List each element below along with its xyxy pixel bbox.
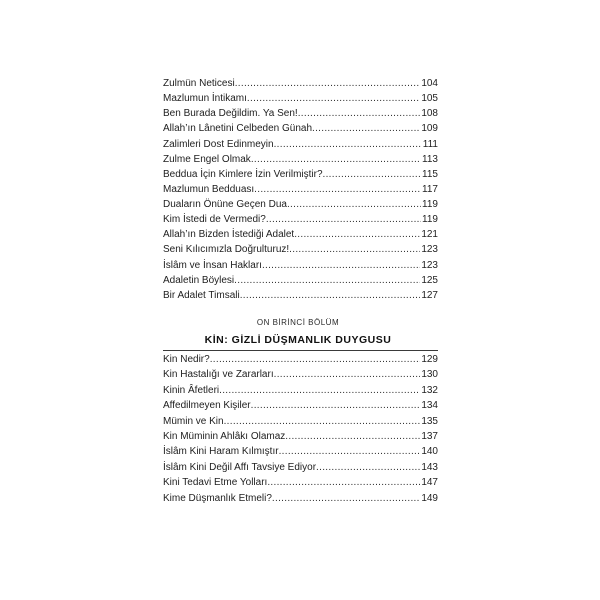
- entry-title: Kime Düşmanlık Etmeli?: [163, 492, 272, 504]
- dot-leader: [298, 106, 421, 121]
- entry-page-number: 135: [421, 415, 438, 427]
- entry-title: Adaletin Böylesi: [163, 274, 235, 286]
- entry-title: Duaların Önüne Geçen Dua: [163, 199, 287, 210]
- toc-entry: [163, 137, 438, 152]
- entry-title: Mazlumun İntikamı: [163, 93, 247, 105]
- entry-title: İslâm ve İnsan Hakları: [163, 259, 262, 271]
- dot-leader: [262, 258, 420, 273]
- chapter-label: ON BİRİNCİ BÖLÜM: [256, 318, 340, 327]
- entry-page-number: 117: [422, 183, 438, 195]
- dot-leader: [219, 383, 420, 398]
- toc-entry: [163, 414, 438, 429]
- entry-page-number: 149: [421, 492, 438, 504]
- entry-title: Kinin Âfetleri: [163, 384, 220, 396]
- entry-page-number: 140: [421, 446, 438, 458]
- dot-leader: [312, 121, 420, 136]
- entry-page-number: 119: [422, 199, 438, 210]
- dot-leader: [235, 76, 421, 91]
- entry-page-number: 147: [421, 477, 438, 489]
- entry-title: Kin Müminin Ahlâkı Olamaz: [163, 430, 286, 442]
- toc-entry: [163, 167, 438, 182]
- toc-entry: [163, 398, 438, 413]
- dot-leader: [210, 352, 421, 367]
- entry-page-number: 108: [421, 108, 438, 120]
- entry-page-number: 127: [421, 289, 438, 301]
- entry-page-number: 105: [421, 93, 438, 105]
- entry-page-number: 119: [422, 214, 438, 226]
- toc-entry: [163, 227, 438, 242]
- toc-entry: [163, 197, 438, 212]
- toc-entry: [163, 491, 438, 506]
- dot-leader: [266, 212, 421, 227]
- toc-entry: [163, 288, 438, 303]
- entry-title: Seni Kılıcımızla Doğrulturuz!: [163, 244, 290, 256]
- entry-title: İslâm Kini Değil Affı Tavsiye Ediyor: [163, 461, 317, 473]
- toc-entry: [163, 242, 438, 257]
- dot-leader: [294, 227, 420, 242]
- toc-entry: [163, 76, 438, 91]
- dot-leader: [251, 398, 421, 413]
- table-of-contents-previous-chapter: [163, 76, 438, 303]
- dot-leader: [240, 288, 421, 303]
- dot-leader: [247, 91, 420, 106]
- entry-page-number: 115: [422, 168, 438, 180]
- entry-title: Mümin ve Kin: [163, 415, 224, 427]
- entry-title: Allah’ın Lânetini Celbeden Günah: [163, 123, 312, 135]
- dot-leader: [274, 367, 421, 382]
- entry-page-number: 129: [421, 354, 438, 365]
- dot-leader: [279, 444, 421, 459]
- chapter-title: KİN: GİZLİ DÜŞMANLIK DUYGUSU: [204, 334, 392, 346]
- entry-title: Beddua İçin Kimlere İzin Verilmiştir?: [163, 168, 323, 180]
- entry-title: Zulme Engel Olmak: [163, 153, 251, 165]
- entry-title: Kim İstedi de Vermedi?: [163, 214, 266, 226]
- entry-page-number: 113: [422, 153, 438, 165]
- entry-title: Kini Tedavi Etme Yolları: [163, 477, 268, 489]
- entry-title: Ben Burada Değildim. Ya Sen!: [163, 108, 298, 120]
- toc-entry: [163, 444, 438, 459]
- dot-leader: [274, 137, 422, 152]
- toc-entry: [163, 352, 438, 367]
- entry-title: Kin Hastalığı ve Zararları: [163, 369, 274, 381]
- toc-entry: [163, 383, 438, 398]
- dot-leader: [251, 152, 421, 167]
- dot-leader: [224, 414, 421, 429]
- dot-leader: [254, 182, 421, 197]
- entry-title: Bir Adalet Timsali: [163, 289, 240, 301]
- entry-page-number: 123: [421, 259, 438, 271]
- dot-leader: [289, 242, 420, 257]
- dot-leader: [234, 273, 420, 288]
- entry-title: Kin Nedir?: [163, 354, 210, 365]
- entry-title: Zalimleri Dost Edinmeyin: [163, 138, 274, 150]
- table-of-contents-chapter: [163, 352, 438, 506]
- entry-page-number: 143: [421, 461, 438, 473]
- entry-page-number: 121: [421, 229, 438, 241]
- entry-title: Mazlumun Bedduası: [163, 183, 255, 195]
- dot-leader: [287, 197, 421, 212]
- toc-entry: [163, 460, 438, 475]
- toc-entry: [163, 273, 438, 288]
- toc-entry: [163, 367, 438, 382]
- toc-entry: [163, 429, 438, 444]
- entry-title: İslâm Kini Haram Kılmıştır: [163, 446, 279, 458]
- entry-title: Zulmün Neticesi: [163, 78, 235, 89]
- toc-entry: [163, 106, 438, 121]
- entry-page-number: 132: [421, 384, 438, 396]
- toc-entry: [163, 121, 438, 136]
- entry-title: Affedilmeyen Kişiler: [163, 400, 251, 412]
- entry-page-number: 130: [421, 369, 438, 381]
- dot-leader: [285, 429, 420, 444]
- dot-leader: [323, 167, 422, 182]
- toc-entry: [163, 152, 438, 167]
- toc-entry: [163, 475, 438, 490]
- entry-page-number: 123: [421, 244, 438, 256]
- toc-entry: [163, 212, 438, 227]
- entry-page-number: 137: [421, 430, 438, 442]
- entry-page-number: 109: [421, 123, 438, 135]
- toc-entry: [163, 91, 438, 106]
- entry-page-number: 104: [421, 78, 438, 89]
- dot-leader: [272, 491, 420, 506]
- entry-page-number: 134: [421, 400, 438, 412]
- entry-page-number: 111: [422, 138, 438, 150]
- entry-page-number: 125: [421, 274, 438, 286]
- toc-entry: [163, 182, 438, 197]
- entry-title: Allah’ın Bizden İstediği Adalet: [163, 229, 295, 241]
- dot-leader: [267, 475, 420, 490]
- dot-leader: [316, 460, 420, 475]
- heading-divider: [163, 350, 438, 351]
- toc-entry: [163, 258, 438, 273]
